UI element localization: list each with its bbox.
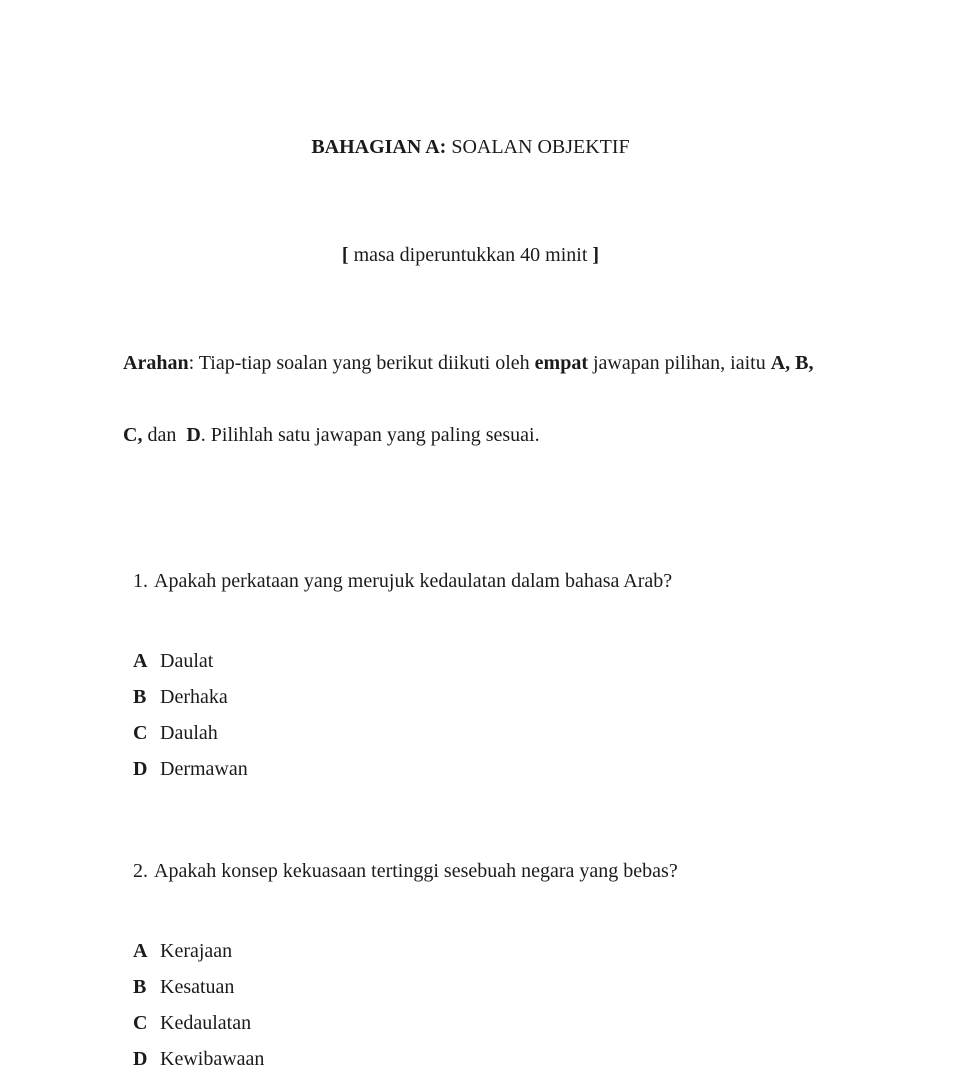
question-block-1	[93, 527, 818, 787]
instructions-line1-bold2: A, B,	[770, 352, 814, 374]
option-row	[93, 679, 818, 715]
option-text: Daulah	[160, 722, 218, 744]
section-title-label: BAHAGIAN A:	[311, 136, 447, 158]
instructions-paragraph	[93, 309, 818, 489]
question-1-text: Apakah perkataan yang merujuk kedaulatan dalam bahasa Arab?	[154, 570, 673, 592]
option-text: Daulat	[160, 650, 214, 672]
option-letter: B	[133, 976, 147, 998]
question-2-text-line	[93, 817, 818, 925]
option-row	[93, 643, 818, 679]
option-letter: D	[133, 758, 148, 780]
instructions-line1-part1: : Tiap-tiap soalan yang berikut diikuti oleh	[188, 352, 535, 374]
section-title-text: SOALAN OBJEKTIF	[446, 136, 630, 158]
option-letter: D	[133, 1048, 148, 1070]
instructions-line1-part2: jawapan pilihan, iaitu	[587, 352, 771, 374]
instructions-label: Arahan	[123, 352, 189, 374]
option-text: Kedaulatan	[160, 1012, 252, 1034]
subtitle-text: masa diperuntukkan 40 minit	[348, 244, 593, 266]
instructions-line2-bold2: D	[186, 424, 201, 446]
option-row	[93, 933, 818, 969]
question-1-options	[93, 643, 818, 787]
question-2-options	[93, 933, 818, 1077]
option-text: Kesatuan	[160, 976, 235, 998]
option-row	[93, 1005, 818, 1041]
question-1-number: 1.	[133, 570, 148, 592]
option-letter: B	[133, 686, 147, 708]
option-row	[93, 751, 818, 787]
subtitle-close-bracket: ]	[592, 244, 600, 266]
option-letter: A	[133, 940, 148, 962]
section-title	[93, 93, 818, 201]
subtitle-open-bracket: [	[341, 244, 349, 266]
question-block-2	[93, 817, 818, 1077]
option-letter: C	[133, 1012, 148, 1034]
option-letter: A	[133, 650, 148, 672]
option-row	[93, 715, 818, 751]
section-subtitle	[93, 201, 818, 309]
question-2-text: Apakah konsep kekuasaan tertinggi sesebuah negara yang bebas?	[154, 860, 678, 882]
instructions-line2-part2: . Pilihlah satu jawapan yang paling sesuai.	[200, 424, 540, 446]
instructions-line2-bold1: C,	[123, 424, 143, 446]
option-text: Kewibawaan	[160, 1048, 265, 1070]
option-text: Kerajaan	[160, 940, 233, 962]
question-1-text-line	[93, 527, 818, 635]
question-2-number: 2.	[133, 860, 148, 882]
option-text: Dermawan	[160, 758, 248, 780]
option-text: Derhaka	[160, 686, 228, 708]
option-row	[93, 1041, 818, 1077]
option-letter: C	[133, 722, 148, 744]
instructions-line1-bold1: empat	[534, 352, 588, 374]
instructions-line2-part1: dan	[142, 424, 187, 446]
option-row	[93, 969, 818, 1005]
